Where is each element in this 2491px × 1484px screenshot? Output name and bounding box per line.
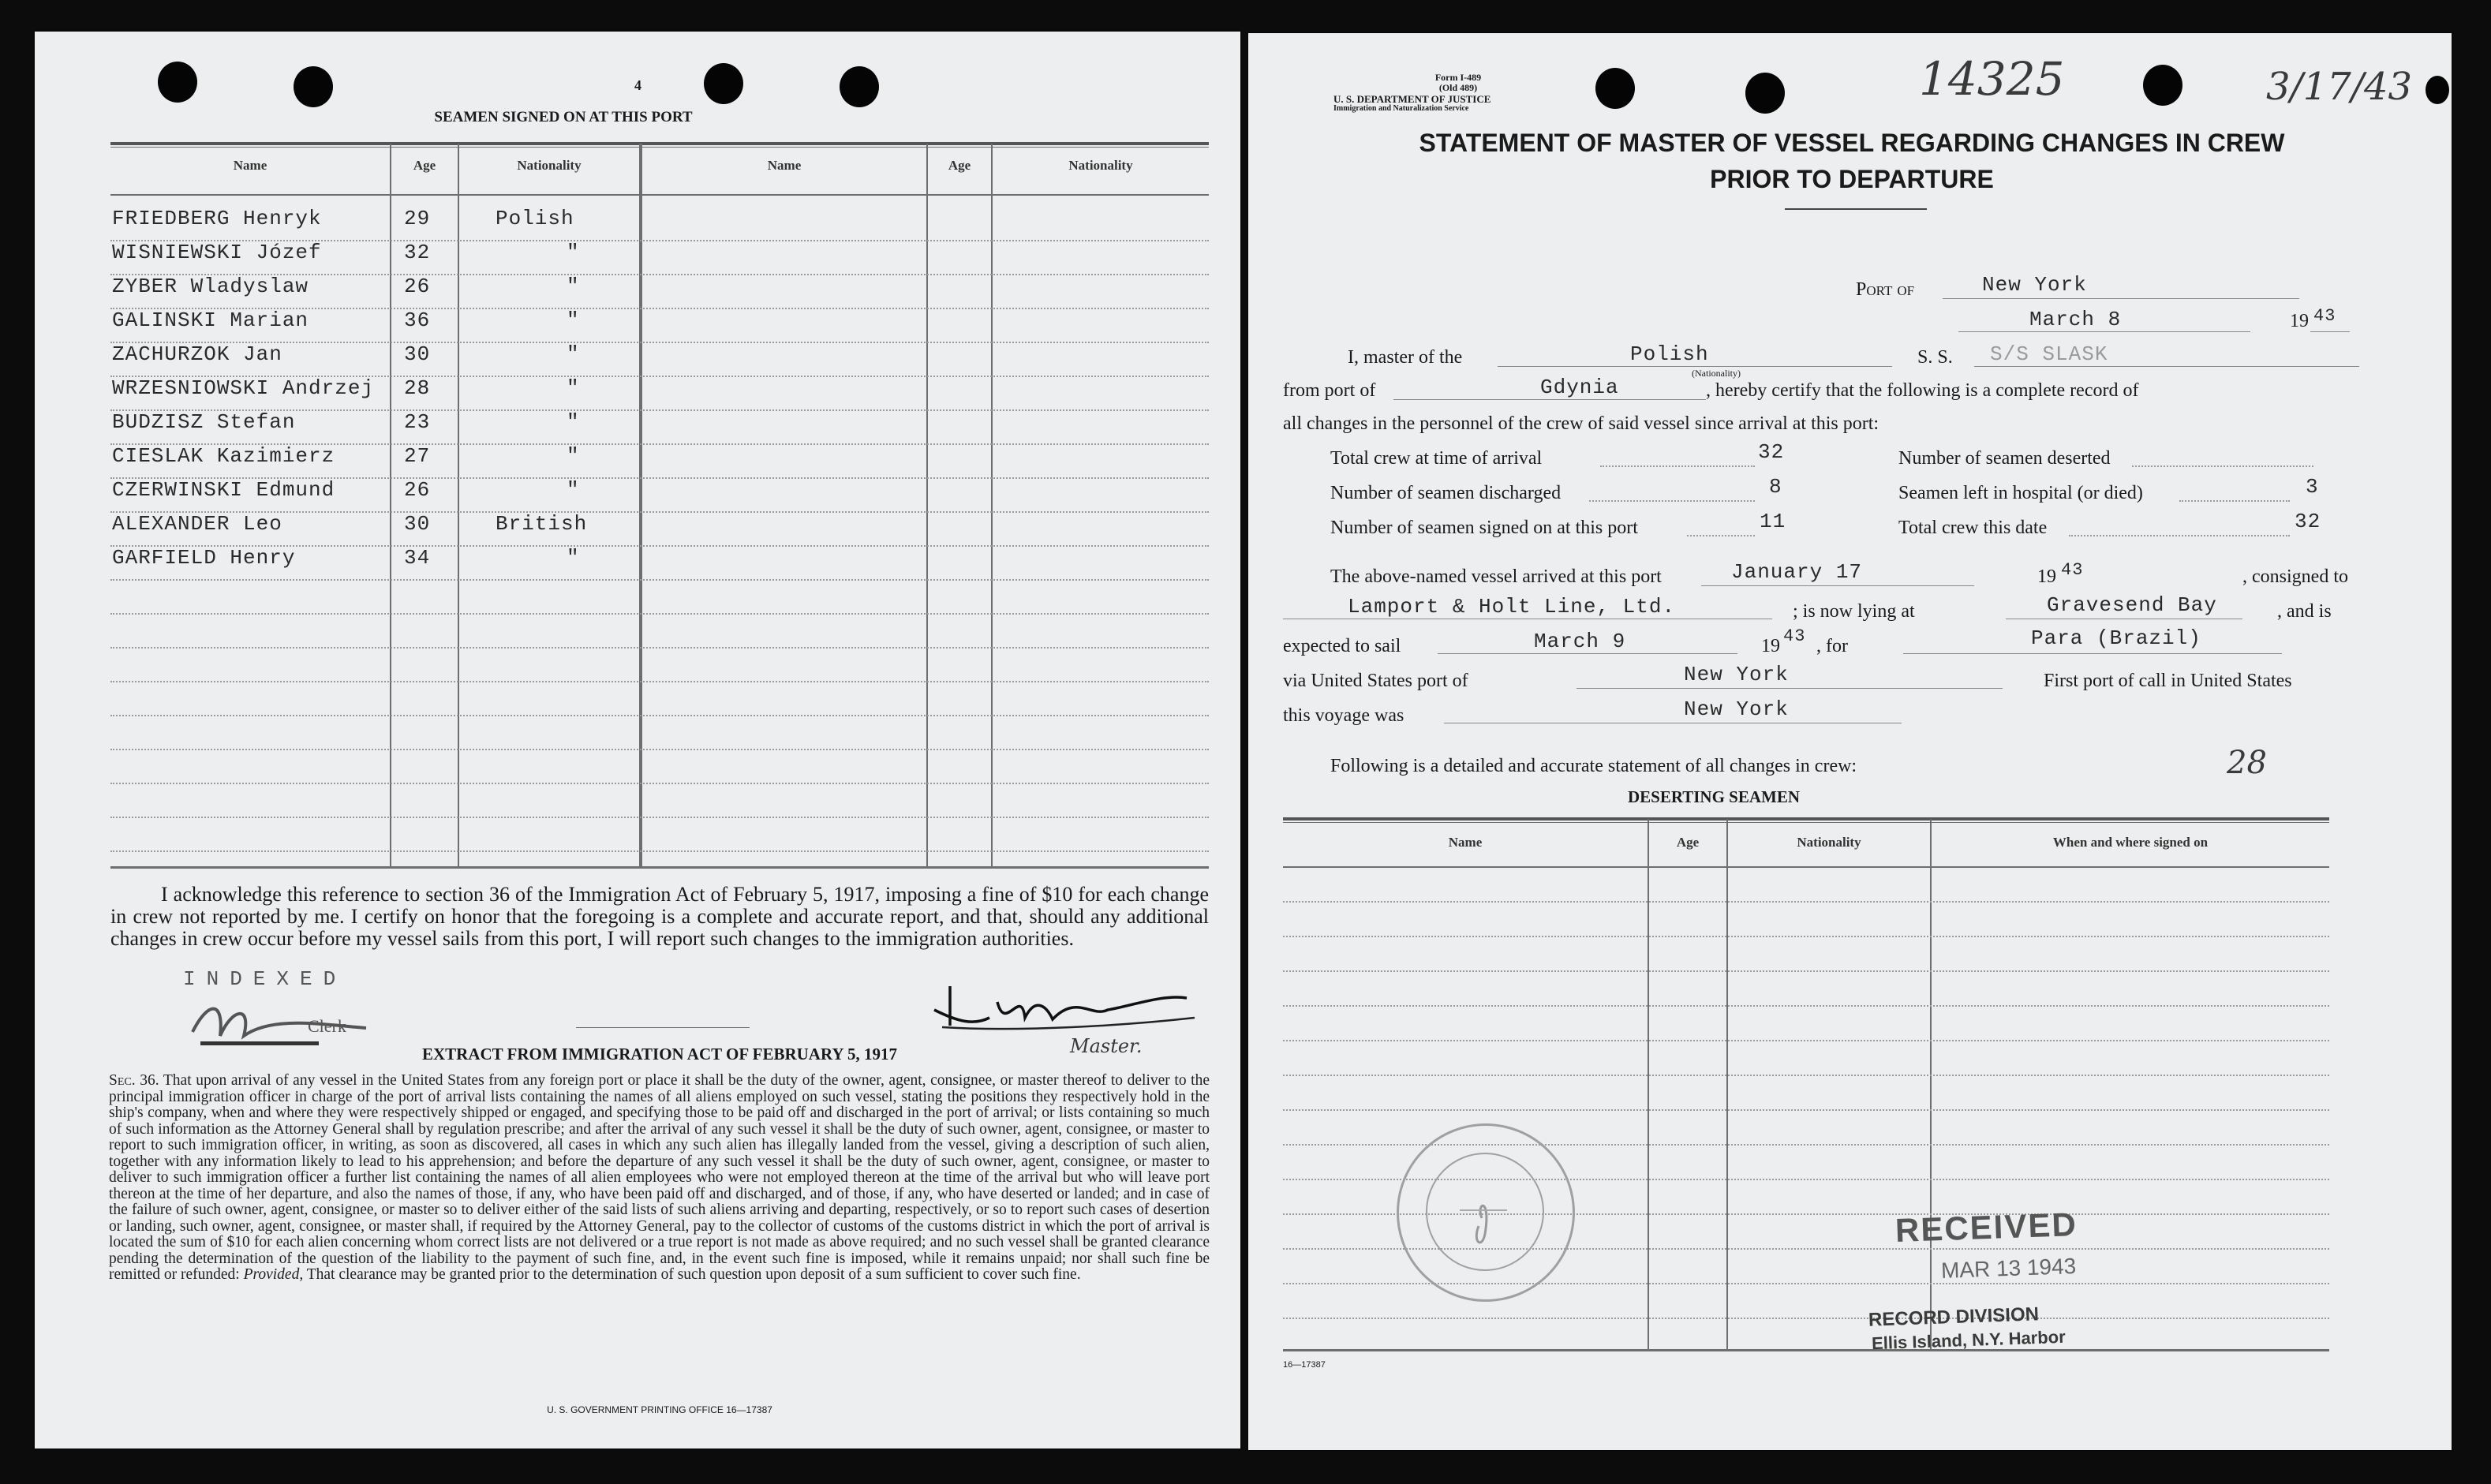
- seaman-age: 32: [404, 241, 431, 264]
- seaman-name: ZACHURZOK Jan: [112, 342, 282, 366]
- signed-on-value: 11: [1760, 510, 1786, 533]
- arrived-year-prefix: 19: [2037, 566, 2056, 587]
- punch-hole: [1595, 68, 1635, 109]
- following-label: Following is a detailed and accurate statement of all changes in crew:: [1330, 756, 1857, 776]
- seaman-nationality: ": [567, 410, 580, 434]
- punch-hole: [2426, 76, 2449, 104]
- col-header-name: Name: [233, 158, 267, 173]
- destination: Para (Brazil): [2031, 626, 2201, 650]
- seaman-age: 29: [404, 207, 431, 230]
- punch-hole: [1745, 73, 1785, 114]
- arrived-value: January 17: [1731, 560, 1863, 584]
- printer-code: 16—17387: [1283, 1360, 1326, 1370]
- first-port-label: First port of call in United States: [2044, 671, 2292, 691]
- punch-hole: [2143, 65, 2182, 106]
- punch-hole: [158, 62, 197, 103]
- certify-text: , hereby certify that the following is a complete record of: [1706, 380, 2139, 401]
- from-port-label: from port of: [1283, 380, 1376, 401]
- from-port-value: Gdynia: [1540, 376, 1619, 399]
- voyage-value: New York: [1684, 697, 1789, 721]
- circular-stamp: [1397, 1123, 1575, 1302]
- extract-section: Sec. 36.: [109, 1072, 159, 1089]
- certify-text-2: all changes in the personnel of the crew of said vessel since arrival at this port:: [1283, 413, 1879, 434]
- seaman-nationality: ": [567, 444, 580, 468]
- col-header-nationality-2: Nationality: [1068, 158, 1133, 173]
- ellis-island: Ellis Island, N.Y. Harbor: [1871, 1326, 2066, 1354]
- indexed-stamp: INDEXED: [183, 967, 347, 991]
- arrived-label: The above-named vessel arrived at this port: [1330, 566, 1662, 587]
- nationality-value: Polish: [1630, 342, 1709, 366]
- lying-value: Gravesend Bay: [2047, 593, 2217, 617]
- seaman-age: 26: [404, 275, 431, 298]
- handwritten-28: 28: [2227, 745, 2267, 781]
- seaman-nationality: ": [567, 275, 580, 298]
- nationality-caption: (Nationality): [1692, 368, 1741, 379]
- total-crew-arrival-value: 32: [1758, 440, 1785, 464]
- extract-tail: That clearance may be granted prior to the determination of such question upon deposit of a sum sufficient to cover such fine.: [306, 1266, 1081, 1283]
- deserting-col-nationality: Nationality: [1797, 835, 1861, 850]
- signed-on-label: Number of seamen signed on at this port: [1330, 518, 1638, 538]
- sail-year-prefix: 19: [1761, 636, 1780, 656]
- consigned-label: , consigned to: [2242, 566, 2348, 587]
- seaman-name: WISNIEWSKI Józef: [112, 241, 322, 264]
- seaman-age: 30: [404, 512, 431, 536]
- seaman-name: CIESLAK Kazimierz: [112, 444, 335, 468]
- ss-value: S/S SLASK: [1990, 342, 2108, 366]
- seaman-age: 36: [404, 308, 431, 332]
- seaman-age: 23: [404, 410, 431, 434]
- left-page: [35, 32, 1240, 1448]
- seaman-name: FRIEDBERG Henryk: [112, 207, 322, 230]
- year-prefix: 19: [2290, 311, 2309, 331]
- total-crew-date-value: 32: [2295, 510, 2321, 533]
- expected-label: expected to sail: [1283, 636, 1401, 656]
- right-page: [1248, 33, 2452, 1450]
- col-header-age: Age: [413, 158, 436, 173]
- extract-text: That upon arrival of any vessel in the United States from any foreign port or place it shall be the duty of the owner, agent, consignee, or master thereof to deliver to the principal immigration officer in charge of the port of arrival lists containing the names of all aliens employed on such vessel, stating the positions they respectively hold in the ship's company, when and where they were respectively shipped or engaged, and specifying those to be paid off and discharged in the port of arrival; or lists containing so much of such information as the Attorney General shall by regulation prescribe; and after the arrival of any such vessel it shall be the duty of such owner, agent, consignee, or master to report to such immigration officer, in writing, as soon as discovered, all cases in which any such alien has illegally landed from the vessel, giving a description of such alien, together with any information likely to lead to his apprehension; and before the departure of any such vessel it shall be the duty of such owner, agent, consignee, or master to deliver to such immigration officer a further list containing the names of all alien employees who were not employed thereon at the time of the arrival but who will leave port thereon at the time of her departure, and also the names of those, if any, who have been paid off and discharged, and of those, if any, who have deserted or landed; and in case of the failure of such owner, agent, consignee, or master so to deliver either of the said lists of such aliens arriving and departing, respectively, or so to report such cases of desertion or landing, such owner, agent, consignee, or master shall, if required by the Attorney General, pay to the collector of customs of the customs district in which the port of arrival is located the sum of $10 for each alien concerning whom correct lists are not delivered or a true report is not made as above required; and no such vessel shall be granted clearance pending the determination of the question of the liability to the payment of such fine, and, in the event such fine is imposed, while it remains unpaid; nor shall such fine be remitted or refunded:: [109, 1072, 1210, 1283]
- master-of-label: I, master of the: [1348, 347, 1463, 368]
- sail-date: March 9: [1534, 630, 1626, 653]
- total-crew-arrival-label: Total crew at time of arrival: [1330, 448, 1543, 469]
- deserting-col-name: Name: [1448, 835, 1483, 850]
- sail-year: 43: [1783, 626, 1806, 646]
- ss-label: S. S.: [1917, 347, 1953, 368]
- and-is-label: , and is: [2277, 601, 2332, 622]
- seaman-nationality: ": [567, 241, 580, 264]
- seaman-name: BUDZISZ Stefan: [112, 410, 296, 434]
- date-value: March 8: [2029, 308, 2122, 331]
- page-number: 4: [634, 77, 641, 93]
- seaman-nationality: ": [567, 376, 580, 400]
- handwritten-number: 14325: [1919, 52, 2065, 106]
- document-title: [1311, 125, 2392, 197]
- seaman-nationality: ": [567, 342, 580, 366]
- col-header-nationality: Nationality: [517, 158, 582, 173]
- section-heading: SEAMEN SIGNED ON AT THIS PORT: [434, 109, 693, 125]
- extract-title: EXTRACT FROM IMMIGRATION ACT OF FEBRUARY 5, 1917: [421, 1045, 898, 1063]
- received-date: MAR 13 1943: [1940, 1254, 2077, 1283]
- seaman-nationality: Polish: [496, 207, 574, 230]
- consignee-value: Lamport & Holt Line, Ltd.: [1348, 595, 1676, 619]
- seaman-age: 30: [404, 342, 431, 366]
- seaman-name: CZERWINSKI Edmund: [112, 478, 335, 502]
- via-value: New York: [1684, 663, 1789, 686]
- seaman-name: GALINSKI Marian: [112, 308, 309, 332]
- total-crew-date-label: Total crew this date: [1898, 518, 2048, 538]
- port-of-label: Port of: [1856, 279, 1915, 300]
- stamp-mark-icon: [1397, 1123, 1570, 1297]
- seaman-nationality: British: [496, 512, 588, 536]
- seaman-nationality: ": [567, 478, 580, 502]
- discharged-label: Number of seamen discharged: [1330, 483, 1562, 503]
- for-label: , for: [1816, 636, 1848, 656]
- seaman-age: 26: [404, 478, 431, 502]
- form-old: (Old 489): [1438, 82, 1478, 93]
- seaman-name: ZYBER Wladyslaw: [112, 275, 309, 298]
- discharged-value: 8: [1769, 475, 1782, 499]
- port-of-value: New York: [1982, 273, 2087, 297]
- seaman-age: 34: [404, 546, 431, 570]
- seaman-age: 27: [404, 444, 431, 468]
- seaman-name: WRZESNIOWSKI Andrzej: [112, 376, 375, 400]
- punch-hole: [294, 66, 333, 107]
- col-header-age-2: Age: [948, 158, 971, 173]
- col-header-name-2: Name: [767, 158, 802, 173]
- deserting-col-age: Age: [1676, 835, 1700, 850]
- acknowledgement-text: I acknowledge this reference to section 36 of the Immigration Act of February 5, 1917, imposing a fine of $10 for each change in crew not reported by me. I certify on honor that the foregoing is a complete and accurate report, and that, should any additional changes in crew occur before my vessel sails from this port, I will report such changes to the immigration authorities.: [110, 883, 1209, 950]
- deserting-heading: DESERTING SEAMEN: [1627, 787, 1801, 806]
- deserting-col-signed-on: When and where signed on: [2052, 835, 2209, 850]
- clerk-label: Clerk: [308, 1016, 346, 1036]
- hospital-label: Seamen left in hospital (or died): [1898, 483, 2143, 503]
- voyage-label: this voyage was: [1283, 705, 1404, 726]
- seaman-nationality: ": [567, 308, 580, 332]
- via-label: via United States port of: [1283, 671, 1468, 691]
- printer-line: U. S. GOVERNMENT PRINTING OFFICE 16—17387: [547, 1404, 772, 1415]
- received-stamp: RECEIVED: [1894, 1205, 2078, 1250]
- deserted-label: Number of seamen deserted: [1898, 448, 2111, 469]
- hospital-value: 3: [2306, 475, 2319, 499]
- year-value: 43: [2313, 306, 2336, 326]
- service: Immigration and Naturalization Service: [1333, 104, 1469, 113]
- punch-hole: [704, 63, 743, 104]
- extract-provided: Provided,: [243, 1266, 304, 1283]
- lying-label: ; is now lying at: [1793, 601, 1915, 622]
- department: U. S. DEPARTMENT OF JUSTICE: [1333, 93, 1491, 105]
- extract-body: [109, 1073, 1210, 1284]
- title-line-2: PRIOR TO DEPARTURE: [1710, 165, 1994, 193]
- record-division: RECORD DIVISION: [1868, 1303, 2040, 1331]
- seaman-name: GARFIELD Henry: [112, 546, 296, 570]
- punch-hole: [840, 66, 879, 107]
- arrived-year: 43: [2061, 560, 2084, 580]
- seaman-name: ALEXANDER Leo: [112, 512, 282, 536]
- handwritten-date: 3/17/43: [2266, 65, 2413, 109]
- title-line-1: STATEMENT OF MASTER OF VESSEL REGARDING CHANGES IN CREW: [1419, 129, 2285, 157]
- seaman-age: 28: [404, 376, 431, 400]
- master-label: Master.: [1070, 1035, 1143, 1057]
- form-number-block: [1381, 73, 1535, 93]
- form-number: Form I-489: [1434, 72, 1482, 83]
- seaman-nationality: ": [567, 546, 580, 570]
- master-signature-icon: [926, 963, 1218, 1041]
